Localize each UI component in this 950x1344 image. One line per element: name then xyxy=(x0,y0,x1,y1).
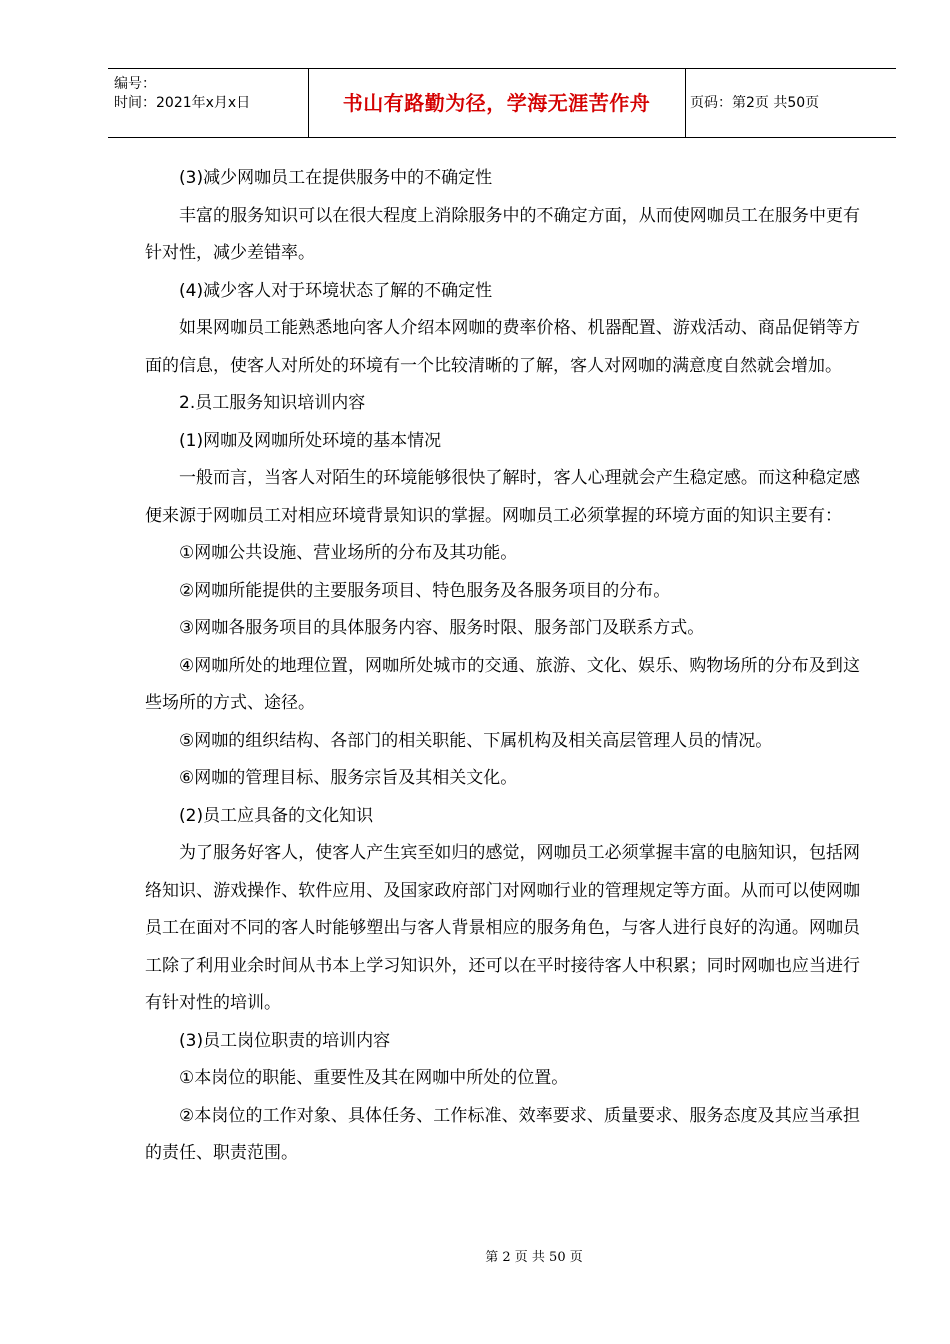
subheading-reduce-guest-uncertainty: (4)减少客人对于环境状态了解的不确定性 xyxy=(179,280,493,301)
list-item: ⑥网咖的管理目标、服务宗旨及其相关文化。 xyxy=(179,768,518,788)
paragraph: 一般而言，当客人对陌生的环境能够很快了解时，客人心理就会产生稳定感。而这种稳定感便来源于网咖员工对相应环境背景知识的掌握。网咖员工必须掌握的环境方面的知识主要有： xyxy=(145,468,860,526)
header-time: 时间：2021年x月x日 xyxy=(114,95,251,111)
page-header xyxy=(108,68,896,138)
section-heading-training-content: 2.员工服务知识培训内容 xyxy=(179,393,366,413)
document-body xyxy=(145,160,860,1173)
list-item: ②网咖所能提供的主要服务项目、特色服务及各服务项目的分布。 xyxy=(179,580,671,601)
page-footer: 第 2 页 共 50 页 xyxy=(485,1250,583,1265)
subheading-cultural-knowledge: (2)员工应具备的文化知识 xyxy=(179,805,374,826)
list-item: ⑤网咖的组织结构、各部门的相关职能、下属机构及相关高层管理人员的情况。 xyxy=(179,730,773,751)
subheading-environment: (1)网咖及网咖所处环境的基本情况 xyxy=(179,430,442,451)
list-item: ①网咖公共设施、营业场所的分布及其功能。 xyxy=(179,543,518,563)
header-number-label: 编号： xyxy=(114,76,156,92)
header-page-info: 页码：第2页 共50页 xyxy=(690,95,820,111)
list-item: ②本岗位的工作对象、具体任务、工作标准、效率要求、质量要求、服务态度及其应当承担的责任、职责范围。 xyxy=(145,1105,860,1163)
subheading-reduce-staff-uncertainty: (3)减少网咖员工在提供服务中的不确定性 xyxy=(179,168,493,188)
paragraph: 丰富的服务知识可以在很大程度上消除服务中的不确定方面，从而使网咖员工在服务中更有针对性，减少差错率。 xyxy=(145,205,860,263)
list-item: ①本岗位的职能、重要性及其在网咖中所处的位置。 xyxy=(179,1068,569,1088)
paragraph: 如果网咖员工能熟悉地向客人介绍本网咖的费率价格、机器配置、游戏活动、商品促销等方面的信息，使客人对所处的环境有一个比较清晰的了解，客人对网咖的满意度自然就会增加。 xyxy=(145,318,860,376)
subheading-job-duties: (3)员工岗位职责的培训内容 xyxy=(179,1030,391,1051)
header-divider-right xyxy=(685,69,686,137)
header-meta xyxy=(114,75,310,113)
paragraph: 为了服务好客人，使客人产生宾至如归的感觉，网咖员工必须掌握丰富的电脑知识，包括网络知识、游戏操作、软件应用、及国家政府部门对网咖行业的管理规定等方面。从而可以使网咖员工在面对不同的客人时能够塑出与客人背景相应的服务角色，与客人进行良好的沟通。网咖员工除了利用业余时间从书本上学习知识外，还可以在平时接待客人中积累；同时网咖也应当进行有针对性的培训。 xyxy=(145,843,860,1013)
list-item: ③网咖各服务项目的具体服务内容、服务时限、服务部门及联系方式。 xyxy=(179,618,705,638)
list-item: ④网咖所处的地理位置，网咖所处城市的交通、旅游、文化、娱乐、购物场所的分布及到这些场所的方式、途径。 xyxy=(145,655,860,713)
header-motto: 书山有路勤为径，学海无涯苦作舟 xyxy=(342,91,651,115)
